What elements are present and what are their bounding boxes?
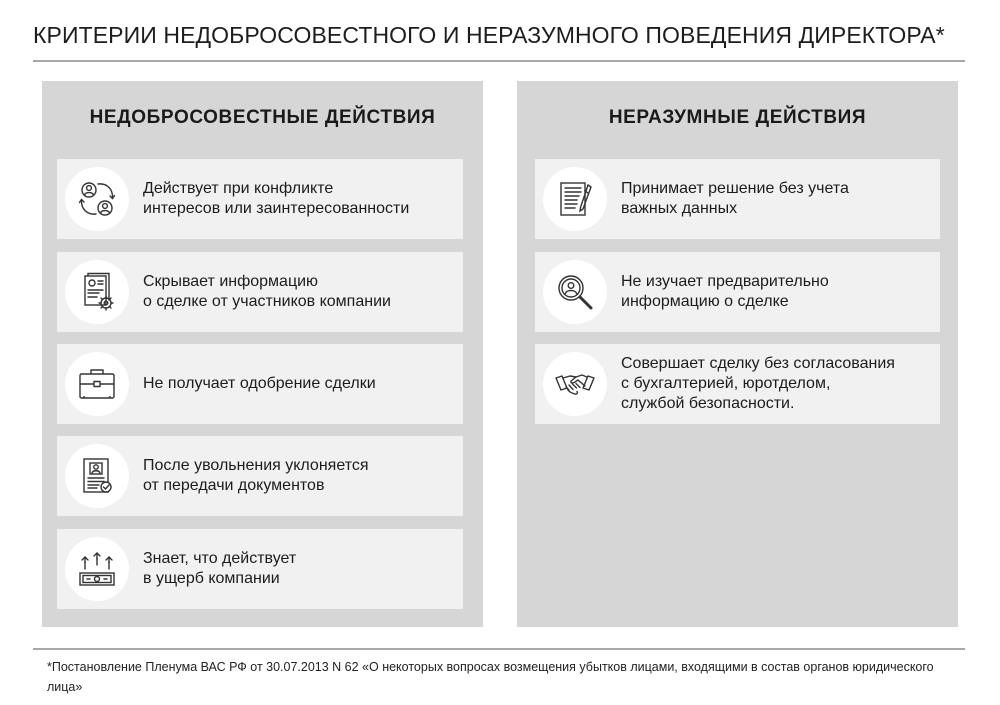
criteria-text: Принимает решение без учета важных данных [621,180,849,217]
footnote: *Постановление Пленума ВАС РФ от 30.07.2013 N 62 «О некоторых вопросах возмещения убытков лицами, входящими в состав органов юридического лица» [47,660,934,694]
criteria-text: Совершает сделку без согласования с бухгалтерией, юротделом, службой безопасности. [621,355,895,412]
criteria-card [57,344,463,424]
briefcase-icon [65,352,129,416]
footnote-divider [33,648,965,650]
document-pen-icon [543,167,607,231]
criteria-text: Знает, что действует в ущерб компании [143,550,297,587]
bad-faith-heading: НЕДОБРОСОВЕСТНЫЕ ДЕЙСТВИЯ [89,107,436,128]
unreasonable-heading: НЕРАЗУМНЫЕ ДЕЙСТВИЯ [608,107,867,128]
criteria-text: Действует при конфликте интересов или заинтересованности [143,180,410,217]
conflict-people-icon [65,167,129,231]
handshake-icon [543,352,607,416]
criteria-text: Не получает одобрение сделки [143,375,376,392]
criteria-card [535,252,940,332]
page-title: КРИТЕРИИ НЕДОБРОСОВЕСТНОГО И НЕРАЗУМНОГО ПОВЕДЕНИЯ ДИРЕКТОРА* [33,22,945,48]
bad-faith-panel [42,81,483,627]
criteria-text: После увольнения уклоняется от передачи документов [143,457,369,494]
criteria-card [535,159,940,239]
money-arrows-icon [65,537,129,601]
criteria-card [535,344,940,424]
criteria-card [57,159,463,239]
criteria-card [57,436,463,516]
criteria-card [57,252,463,332]
magnifier-person-icon [543,260,607,324]
personnel-document-icon [65,444,129,508]
hidden-document-icon [65,260,129,324]
criteria-text: Скрывает информацию о сделке от участников компании [143,273,391,310]
criteria-text: Не изучает предварительно информацию о сделке [621,273,829,310]
unreasonable-panel [517,81,958,627]
criteria-card [57,529,463,609]
title-divider [33,60,965,62]
